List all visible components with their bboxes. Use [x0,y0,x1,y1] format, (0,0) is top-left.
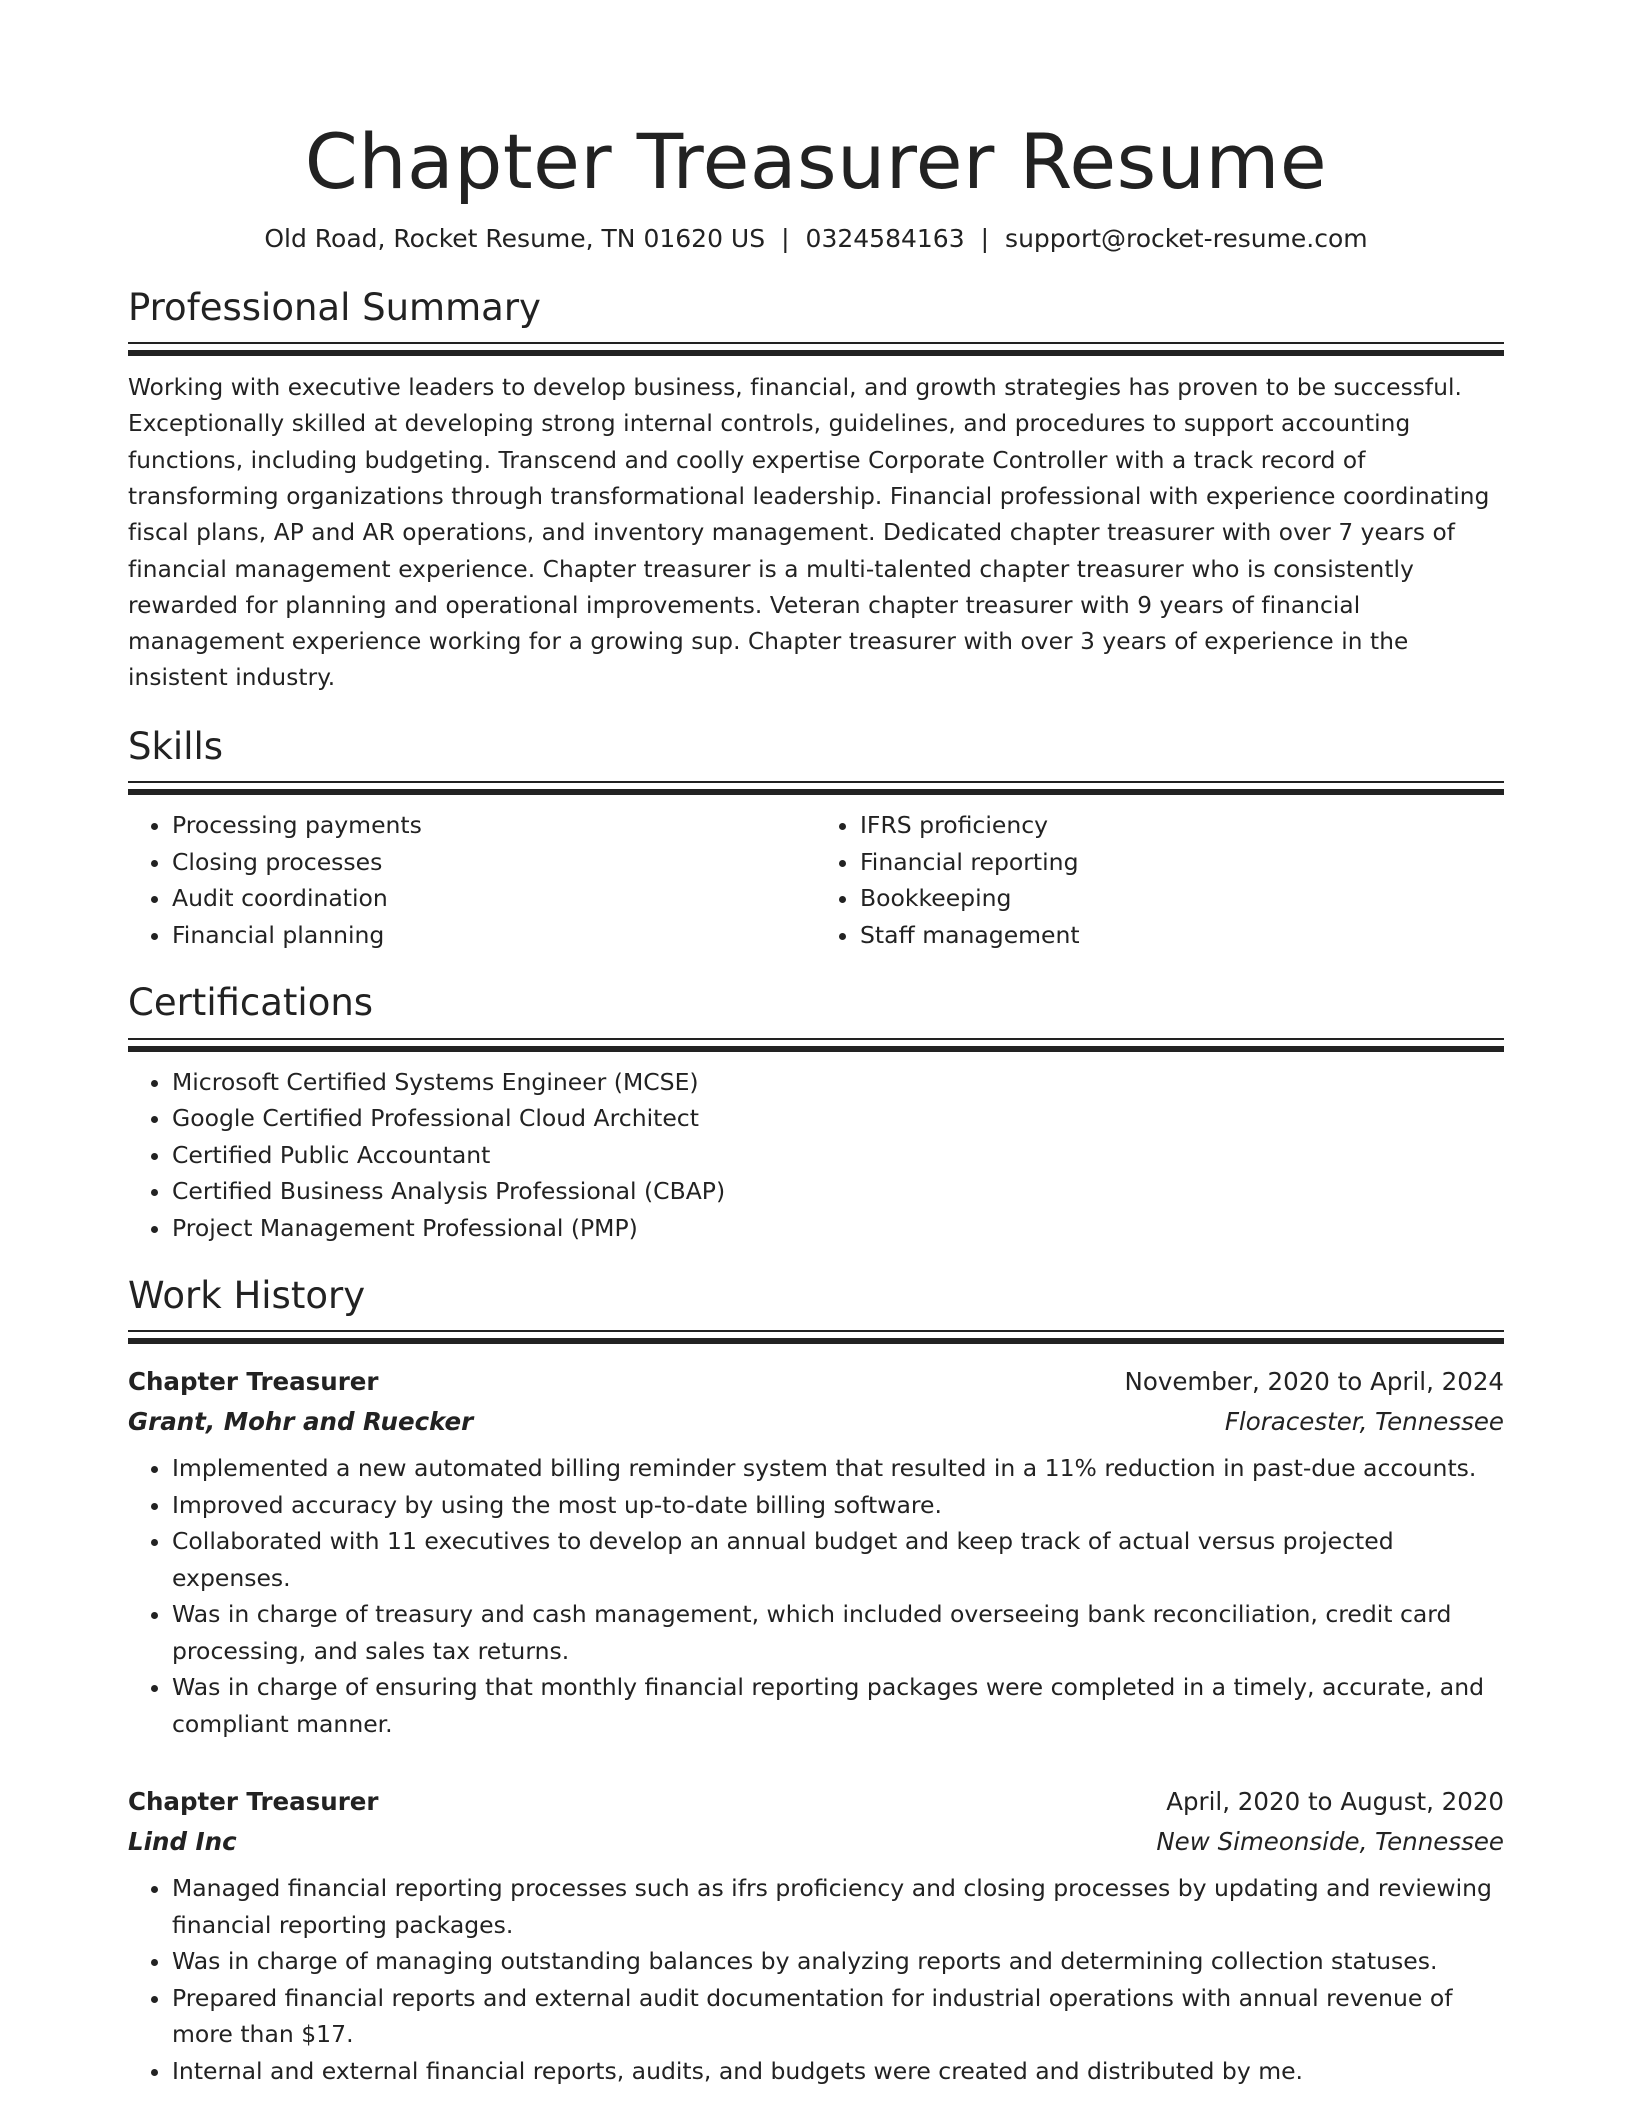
section-divider [128,1330,1504,1346]
skills-list-right [816,807,1504,953]
job-company-row [128,1822,1504,1862]
section-divider [128,781,1504,797]
contact-separator: | [781,224,790,254]
summary-text: Working with executive leaders to develop business, financial, and growth strategies has proven to be successful. Exceptionally skilled at developing strong internal controls, guidelines, and procedures to support accounting functions, including budgeting. Transcend and coolly expertise Corporate Controller with a track record of transforming organizations through transformational leadership. Financial professional with experience coordinating fiscal plans, AP and AR operations, and inventory management. Dedicated chapter treasurer with over 7 years of financial management experience. Chapter treasurer is a multi-talented chapter treasurer who is consistently rewarded for planning and operational improvements. Veteran chapter treasurer with 9 years of financial management experience working for a growing sup. Chapter treasurer with over 3 years of experience in the insistent industry. [128,374,1490,692]
work-history-heading: Work History [128,1274,366,1318]
job-bullet: • Was in charge of managing outstanding balances by analyzing reports and determining collection statuses. [172,1943,1504,1980]
summary-heading: Professional Summary [128,285,541,329]
job-bullet: • Was in charge of ensuring that monthly financial reporting packages were completed in a timely, accurate, and compliant manner. [172,1669,1504,1742]
certification-item: • Certified Business Analysis Professional (CBAP) [172,1173,1504,1210]
certifications-heading: Certifications [128,981,374,1025]
job-title: Chapter Treasurer [128,1787,379,1817]
section-divider [128,1038,1504,1054]
job-dates: April, 2020 to August, 2020 [1166,1787,1504,1817]
job-bullet: • Prepared financial reports and external audit documentation for industrial operations with annual revenue of more than $17. [172,1980,1504,2053]
job-bullet: • Collaborated with 11 executives to develop an annual budget and keep track of actual versus projected expenses. [172,1523,1504,1596]
skill-item: • Closing processes [172,844,816,881]
job-location: Floracester, Tennessee [1224,1407,1504,1437]
skill-item: • Financial reporting [860,844,1504,881]
skill-item: • Financial planning [172,917,816,954]
job-bullet: • Implemented a new automated billing reminder system that resulted in a 11% reduction in past-due accounts. [172,1450,1504,1487]
job-company-row [128,1402,1504,1442]
skill-item: • Audit coordination [172,880,816,917]
skills-grid [128,797,1504,953]
certifications-list [128,1064,1504,1247]
job-entry [128,1782,1504,2089]
job-dates: November, 2020 to April, 2024 [1124,1367,1504,1397]
job-company: Grant, Mohr and Ruecker [128,1407,474,1437]
section-divider [128,342,1504,358]
job-bullets [128,1450,1504,1742]
job-entry [128,1362,1504,1742]
certification-item: • Microsoft Certified Systems Engineer (MCSE) [172,1064,1504,1101]
contact-phone: 0324584163 [805,224,965,254]
job-company: Lind Inc [128,1827,237,1857]
summary-section [128,286,1504,697]
job-title: Chapter Treasurer [128,1367,379,1397]
job-bullets [128,1870,1504,2089]
certification-item: • Certified Public Accountant [172,1137,1504,1174]
skills-heading: Skills [128,724,224,768]
resume-page [128,116,1504,2089]
certification-item: • Project Management Professional (PMP) [172,1210,1504,1247]
skill-item: • Staff management [860,917,1504,954]
job-bullet: • Managed financial reporting processes such as ifrs proficiency and closing processes by updating and reviewing financial reporting packages. [172,1870,1504,1943]
certifications-section [128,981,1504,1246]
contact-address: Old Road, Rocket Resume, TN 01620 US [264,224,766,254]
resume-title: Chapter Treasurer Resume [304,117,1328,206]
contact-separator: | [980,224,990,254]
job-header-row [128,1782,1504,1822]
skill-item: • IFRS proficiency [860,807,1504,844]
contact-email: support@rocket-resume.com [1005,224,1368,254]
job-bullet: • Internal and external financial reports, audits, and budgets were created and distributed by me. [172,2053,1504,2090]
job-header-row [128,1362,1504,1402]
job-location: New Simeonside, Tennessee [1156,1827,1504,1857]
skill-item: • Processing payments [172,807,816,844]
skill-item: • Bookkeeping [860,880,1504,917]
contact-line [128,223,1504,256]
work-history-section [128,1274,1504,2089]
skills-section [128,725,1504,953]
job-bullet: • Was in charge of treasury and cash management, which included overseeing bank reconciliation, credit card processing, and sales tax returns. [172,1596,1504,1669]
job-bullet: • Improved accuracy by using the most up-to-date billing software. [172,1487,1504,1524]
certification-item: • Google Certified Professional Cloud Architect [172,1100,1504,1137]
skills-list-left [128,807,816,953]
